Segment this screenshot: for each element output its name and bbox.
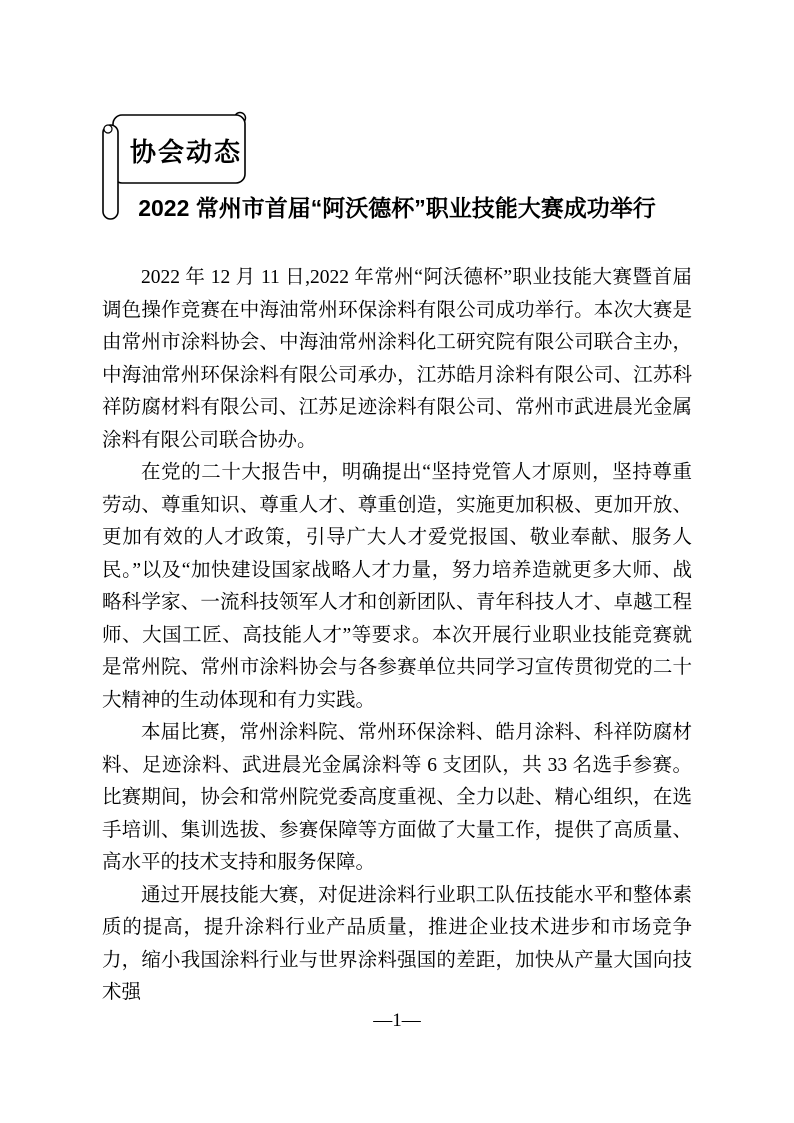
paragraph-4: 通过开展技能大赛，对促进涂料行业职工队伍技能水平和整体素质的提高，提升涂料行业产品质量，推进企业技术进步和市场竞争力，缩小我国涂料行业与世界涂料强国的差距，加快从产量大国向技术强 (102, 884, 692, 1003)
paragraph-2: 在党的二十大报告中，明确提出“坚持党管人才原则，坚持尊重劳动、尊重知识、尊重人才、尊重创造，实施更加积极、更加开放、更加有效的人才政策，引导广大人才爱党报国、敬业奉献、服务人民。”以及“加快建设国家战略人才力量，努力培养造就更多大师、战略科学家、一流科技领军人才和创新团队、青年科技人才、卓越工程师、大国工匠、高技能人才”等要求。本次开展行业职业技能竞赛就是常州院、常州市涂料协会与各参赛单位共同学习宣传贯彻党的二十大精神的生动体现和有力实践。 (102, 462, 692, 711)
article-title: 2022 常州市首届“阿沃德杯”职业技能大赛成功举行 (138, 195, 656, 221)
section-badge-label: 协会动态 (129, 137, 242, 167)
page-number: —1— (373, 1010, 421, 1031)
article-body (102, 262, 692, 1010)
paragraph-1: 2022 年 12 月 11 日,2022 年常州“阿沃德杯”职业技能大赛暨首届调色操作竞赛在中海油常州环保涂料有限公司成功举行。本次大赛是由常州市涂料协会、中海油常州涂料化工研究院有限公司联合主办，中海油常州环保涂料有限公司承办，江苏皓月涂料有限公司、江苏科祥防腐材料有限公司、江苏足迹涂料有限公司、常州市武进晨光金属涂料有限公司联合协办。 (102, 267, 692, 451)
paragraph-3: 本届比赛，常州涂料院、常州环保涂料、皓月涂料、科祥防腐材料、足迹涂料、武进晨光金属涂料等 6 支团队，共 33 名选手参赛。比赛期间，协会和常州院党委高度重视、全力以赴、精心组织，在选手培训、集训选拔、参赛保障等方面做了大量工作，提供了高质量、高水平的技术支持和服务保障。 (102, 722, 692, 873)
